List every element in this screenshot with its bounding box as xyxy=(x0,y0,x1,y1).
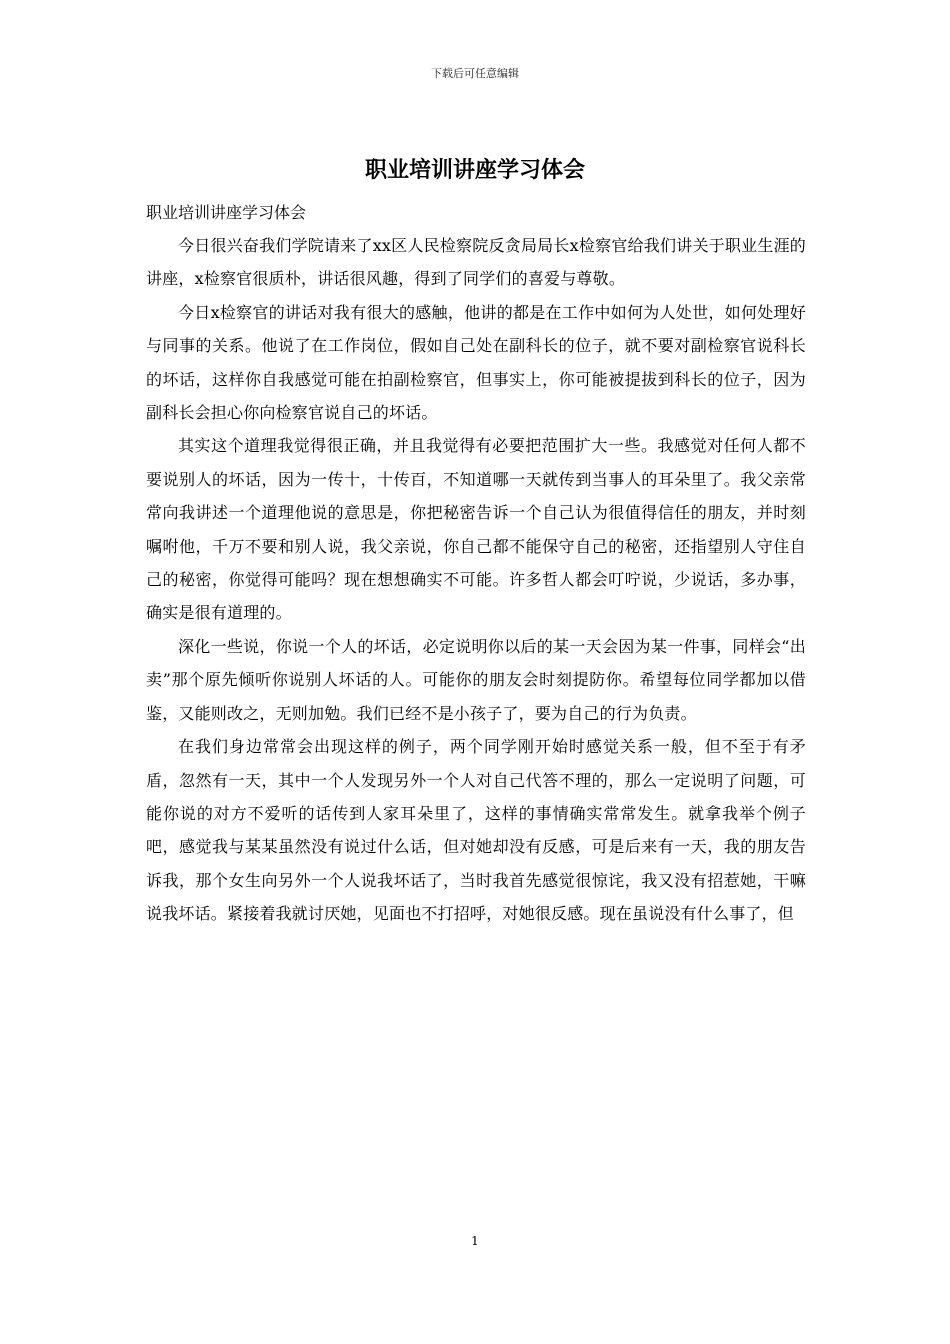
paragraph-3: 其实这个道理我觉得很正确，并且我觉得有必要把范围扩大一些。我感觉对任何人都不要说别人的坏话，因为一传十，十传百，不知道哪一天就传到当事人的耳朵里了。我父亲常常向我讲述一个道理他说的意思是，你把秘密告诉一个自己认为很值得信任的朋友，并时刻嘱咐他，千万不要和别人说，我父亲说，你自己都不能保守自己的秘密，还指望别人守住自己的秘密，你觉得可能吗？现在想想确实不可能。许多哲人都会叮咛说，少说话，多办事，确实是很有道理的。 xyxy=(146,436,806,623)
paragraph-4: 深化一些说，你说一个人的坏话，必定说明你以后的某一天会因为某一件事，同样会“出卖”那个原先倾听你说别人坏话的人。可能你的朋友会时刻提防你。希望每位同学都加以借鉴，又能则改之，无则加勉。我们已经不是小孩子了，要为自己的行为负责。 xyxy=(146,636,806,723)
document-body xyxy=(146,196,806,931)
page-header-note: 下载后可任意编辑 xyxy=(431,67,519,80)
paragraph-2: 今日x检察官的讲话对我有很大的感触，他讲的都是在工作中如何为人处世，如何处理好与同事的关系。他说了在工作岗位，假如自己处在副科长的位子，就不要对副检察官说科长的坏话，这样你自我感觉可能在拍副检察官，但事实上，你可能被提拔到科长的位子，因为副科长会担心你向检察官说自己的坏话。 xyxy=(146,302,806,423)
paragraph-5: 在我们身边常常会出现这样的例子，两个同学刚开始时感觉关系一般，但不至于有矛盾，忽然有一天，其中一个人发现另外一个人对自己代答不理的，那么一定说明了问题，可能你说的对方不爱听的话传到人家耳朵里了，这样的事情确实常常发生。就拿我举个例子吧，感觉我与某某虽然没有说过什么话，但对她却没有反感，可是后来有一天，我的朋友告诉我，那个女生向另外一个人说我坏话了，当时我首先感觉很惊诧，我又没有招惹她，干嘛说我坏话。紧接着我就讨厌她，见面也不打招呼，对她很反感。现在虽说没有什么事了，但 xyxy=(146,737,806,924)
paragraph-1: 今日很兴奋我们学院请来了xx区人民检察院反贪局局长x检察官给我们讲关于职业生涯的讲座，x检察官很质朴，讲话很风趣，得到了同学们的喜爱与尊敬。 xyxy=(146,236,806,289)
document-subtitle: 职业培训讲座学习体会 xyxy=(146,203,307,222)
document-title: 职业培训讲座学习体会 xyxy=(364,157,585,183)
page-number: 1 xyxy=(471,1234,479,1248)
